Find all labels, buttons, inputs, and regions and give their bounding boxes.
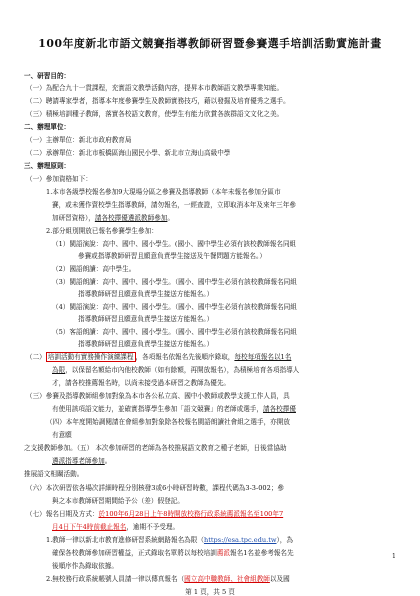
page-footer: 第 1 頁，共 5 頁 xyxy=(185,588,235,596)
document-title: 100年度新北市語文競賽指導教師研習暨參賽選手培訓活動實施計畫 xyxy=(38,37,382,50)
eligibility-heading: （一）參加資格如下： xyxy=(26,175,92,183)
participant-underlined-text: 請各校擇優 xyxy=(263,405,296,413)
selection-text-end: 。 xyxy=(104,457,112,465)
eligibility-point-1-line-3 xyxy=(52,214,174,223)
eligibility-underlined-text: 請各校擇優遴派教師參加 xyxy=(94,214,168,222)
registration-site-link[interactable]: https://esa.tpc.edu.tw xyxy=(203,536,277,544)
recommend-red-text: 薦派 xyxy=(216,549,231,557)
participant-item-line-7: 推展語文相關活動。 xyxy=(24,470,84,478)
purpose-item-3: （三）積極培訓種子教師，落實各校語文教育，使學生有能力欣賞各族群語文文化之美。 xyxy=(26,110,284,118)
group-4-line-1: （4）閩語演說：高中、國中、國小學生。（國小、國中學生必須有該校教師報名同組 xyxy=(52,303,297,311)
participant-item-line-3: （四）本年度開始調閱請在會組參加對象除各校報名閩語朗讀社會組之選手，亦開放 xyxy=(46,418,290,426)
training-text-2: ，以保留名額給市內他校教師（如有餘額，再開放報名），為積極培育各項指導人 xyxy=(65,366,300,374)
group-4-line-2: 指導教師研習且願意負責學生接送方能報名。） xyxy=(78,315,214,323)
training-text: ，各項報名依報名先後順序錄取， xyxy=(135,353,235,361)
eligibility-point-2: 2.部分組別開放已報名參賽學生參加： xyxy=(46,227,158,235)
method-1-text-end: ），為 xyxy=(276,536,293,544)
item-number: （二） xyxy=(26,353,46,361)
training-item-line-3: 才，請各校推薦報名時，以尚未接受過本研習之教師為優先。 xyxy=(52,379,231,387)
section-heading-principles: 三、辦理原則： xyxy=(24,162,71,170)
group-5-line-2: 指導教師研習且願意負責學生接送方能報名。） xyxy=(78,340,214,348)
purpose-item-1: （一）為配合九十一貫課程，充實語文教學活動內容，提昇本市教師語文教學專業知能。 xyxy=(26,84,284,92)
registration-text-end: ，逾期不予受理。 xyxy=(126,523,180,531)
participant-item-line-2 xyxy=(52,405,296,414)
group-3-line-2: 指導教師研習且願意負責學生接送方能報名。） xyxy=(78,290,214,298)
quota-limit-underlined: 為限 xyxy=(52,366,66,374)
registration-method-1-line-3: 後順序作為錄取依據。 xyxy=(52,562,118,570)
registration-method-1-line-2 xyxy=(52,549,294,558)
hours-item-line-1: （六）本次研習依各場次詳細時程分別核發3或6小時研習時數，課程代碼為3-3-002；參 xyxy=(26,484,285,492)
method-1-text-2: 確保各校教師參加研習權益，正式錄取名單將以每校培訓 xyxy=(52,549,217,557)
organizer-item-1: （一）主辦單位：新北市政府教育局 xyxy=(26,136,132,144)
registration-method-1-line-1 xyxy=(46,536,293,545)
eligibility-point-1-line-2: 賽，或未獲作賣校學生指導教師，請勿報名，一經查證，立即取消本年及來年三年參 xyxy=(52,201,296,209)
participant-text: 有使用該項語文能力，並確實指導學生參加「語文競賽」的老師或選手， xyxy=(52,405,263,413)
method-2-text-end: 以及國 xyxy=(269,575,290,583)
quota-underlined-text: 每校每項報名以1名 xyxy=(234,353,292,361)
group-3-line-1: （3）閩語朗讀：高中、國中、國小學生。（國小、國中學生必須有該校教師報名同組 xyxy=(52,278,297,286)
margin-page-mark: 1 xyxy=(392,553,396,560)
section-heading-purpose: 一、研習目的： xyxy=(24,72,71,80)
eligibility-text: 加研習資格）， xyxy=(52,214,95,222)
registration-deadline-red: 月4日下午4時前截止報名 xyxy=(52,523,127,531)
organizer-item-2: （二）承辦單位：新北市板橋區海山國民小學、新北市立海山高級中學 xyxy=(26,149,231,157)
group-2: （2）國語朗讀：高中學生。 xyxy=(52,265,136,273)
training-item-line-1 xyxy=(26,353,291,362)
eligibility-text-end: 。 xyxy=(167,214,174,222)
registration-date-red: 於100年6月28日上午8時開放校務行政系統薦派報名至100年7 xyxy=(98,510,284,518)
group-1-line-1: （1）閩語演說：高中、國中、國小學生。(國小、國中學生必須有該校教師報名同組 xyxy=(52,240,297,248)
section-heading-organizers: 二、辦理單位： xyxy=(24,123,71,131)
registration-method-2-line-1 xyxy=(46,575,290,584)
selection-underlined-text: 遴派指導老師參加 xyxy=(52,457,105,465)
participant-item-line-6 xyxy=(52,457,111,466)
registration-item-line-2 xyxy=(52,523,179,532)
eligibility-point-1-line-1: 1.本市各級學校報名參加9大現場分區之參賽及指導教師（本年未報名參加分區市 xyxy=(46,188,281,196)
group-1-line-2: 參賽或指導教師研習且願意負責學生接送及午餐問題方能報名。） xyxy=(78,252,266,260)
method-1-text: 1.教師一律以新北市教育進修研習系統網路報名為限（ xyxy=(46,536,204,544)
training-item-line-2 xyxy=(52,366,299,375)
method-2-text: 2.無校務行政系統帳號人員請一律以傳真報名（ xyxy=(46,575,185,583)
training-course-boxed-text: 培訓活動有實務操作演練課程 xyxy=(47,353,134,361)
participant-item-line-4: 有意願 xyxy=(52,431,72,439)
hours-item-line-2: 與之本市教師研習期間給予公（差）假登記。 xyxy=(52,497,184,505)
fax-target-red: 國立高中職教師、社會組教師 xyxy=(184,575,270,583)
participant-item-line-1: （三）參賽及指導教師組參加對象為本市各公私立高、國中小教師或教學支援工作人員，具 xyxy=(26,392,290,400)
registration-label: （七）報名日期及方式： xyxy=(26,510,99,518)
group-5-line-1: （5）客語朗讀：高中、國中、國小學生。（國小、國中學生必須有該校教師報名同組 xyxy=(52,328,297,336)
purpose-item-2: （二）聘請專家學者，指導本年度參賽學生及教師實務技巧，藉以發掘及培育優秀之選手。 xyxy=(26,97,290,105)
registration-item-line-1 xyxy=(26,510,283,519)
participant-item-line-5: 之支援教師參加。（五） 本次參加研習的老師為各校推展語文教育之種子老師，日後當協助 xyxy=(24,444,287,452)
method-1-text-3: 報名1名並參考報名先 xyxy=(230,549,294,557)
